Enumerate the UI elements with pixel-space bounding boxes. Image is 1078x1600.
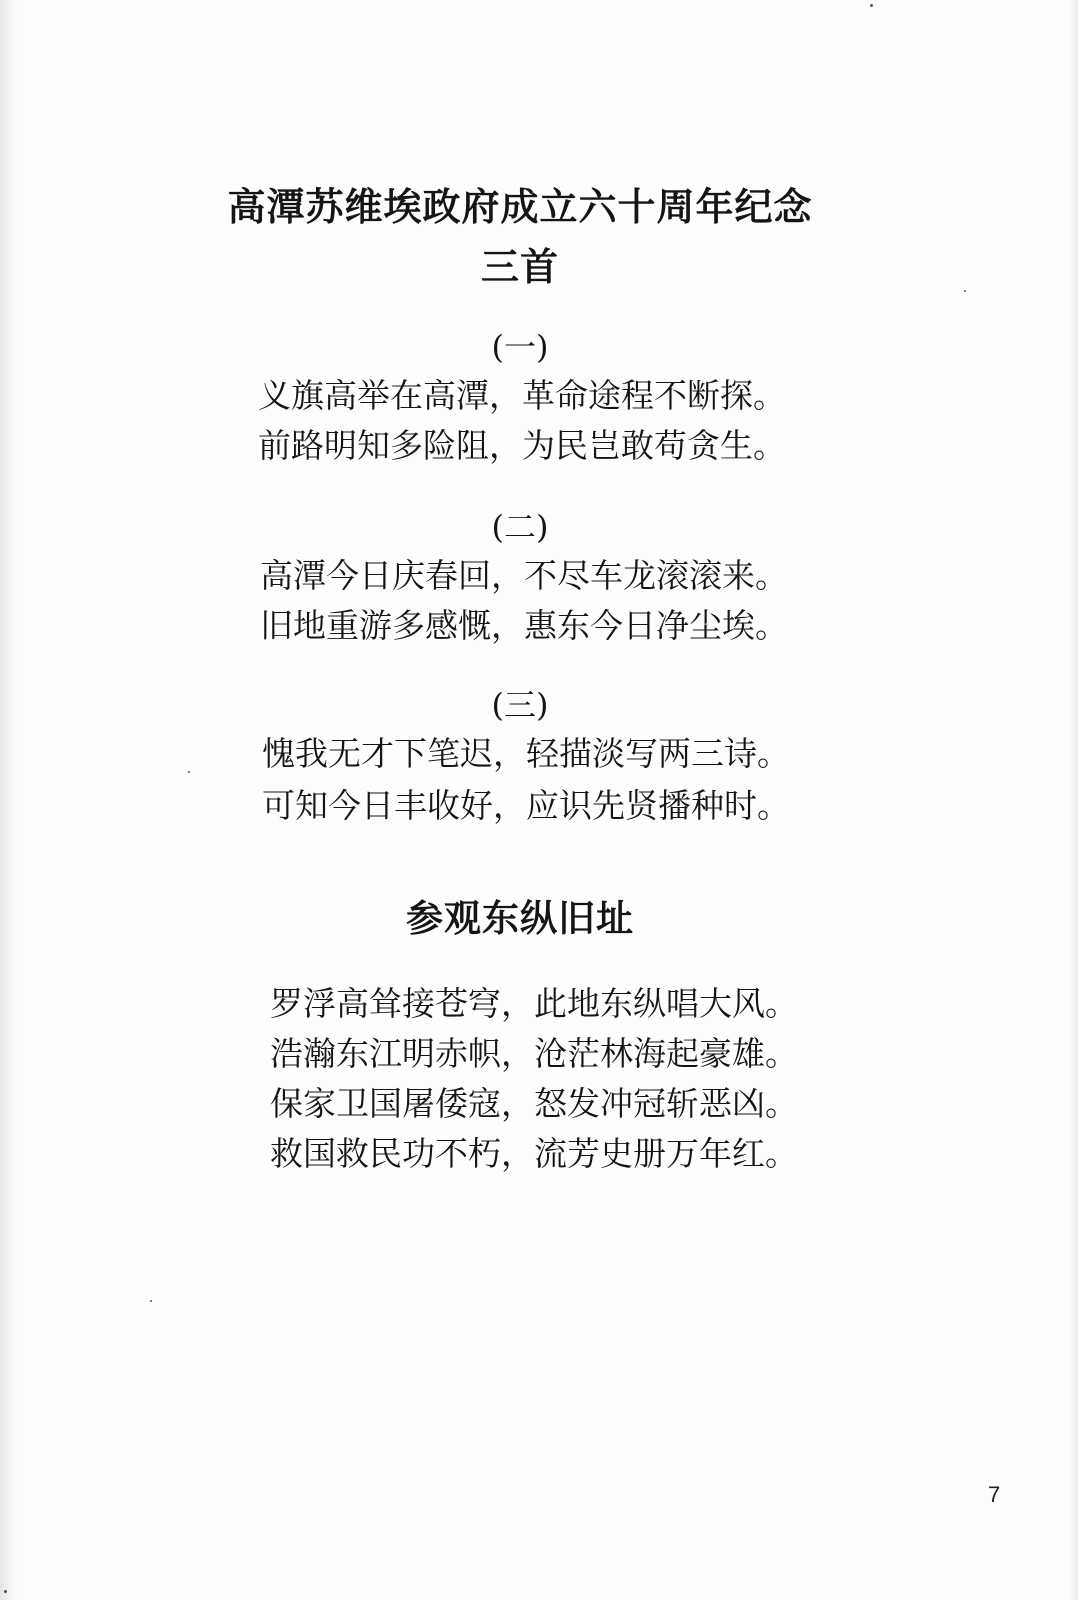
scan-speck xyxy=(188,771,190,773)
scan-speck xyxy=(870,4,873,7)
verse-line: 义旗高举在高潭，革命途程不断探。 xyxy=(258,376,786,415)
poem1-title: 高潭苏维埃政府成立六十周年纪念 xyxy=(227,185,813,229)
scan-speck xyxy=(150,1300,152,1302)
scan-speck xyxy=(964,290,966,292)
page-number: 7 xyxy=(988,1482,1001,1507)
verse-line: 高潭今日庆春回，不尽车龙滚滚来。 xyxy=(260,556,788,595)
poem2-title: 参观东纵旧址 xyxy=(406,897,634,940)
section-number-1: (一) xyxy=(491,328,549,366)
verse-line: 旧地重游多感慨，惠东今日净尘埃。 xyxy=(260,606,788,645)
verse-line: 愧我无才下笔迟，轻描淡写两三诗。 xyxy=(262,734,790,773)
verse-line: 救国救民功不朽，流芳史册万年红。 xyxy=(270,1134,798,1173)
scan-speck xyxy=(4,1590,7,1593)
poem1-subtitle: 三首 xyxy=(480,245,559,289)
verse-line: 罗浮高耸接苍穹，此地东纵唱大风。 xyxy=(270,984,798,1023)
verse-line: 保家卫国屠倭寇，怒发冲冠斩恶凶。 xyxy=(270,1084,798,1123)
verse-line: 前路明知多险阻，为民岂敢苟贪生。 xyxy=(258,426,786,465)
verse-line: 可知今日丰收好，应识先贤播种时。 xyxy=(262,786,790,825)
verse-line: 浩瀚东江明赤帜，沧茫林海起豪雄。 xyxy=(270,1034,798,1073)
section-number-2: (二) xyxy=(491,508,549,546)
scan-shadow-right xyxy=(1068,0,1078,1600)
section-number-3: (三) xyxy=(491,686,549,724)
